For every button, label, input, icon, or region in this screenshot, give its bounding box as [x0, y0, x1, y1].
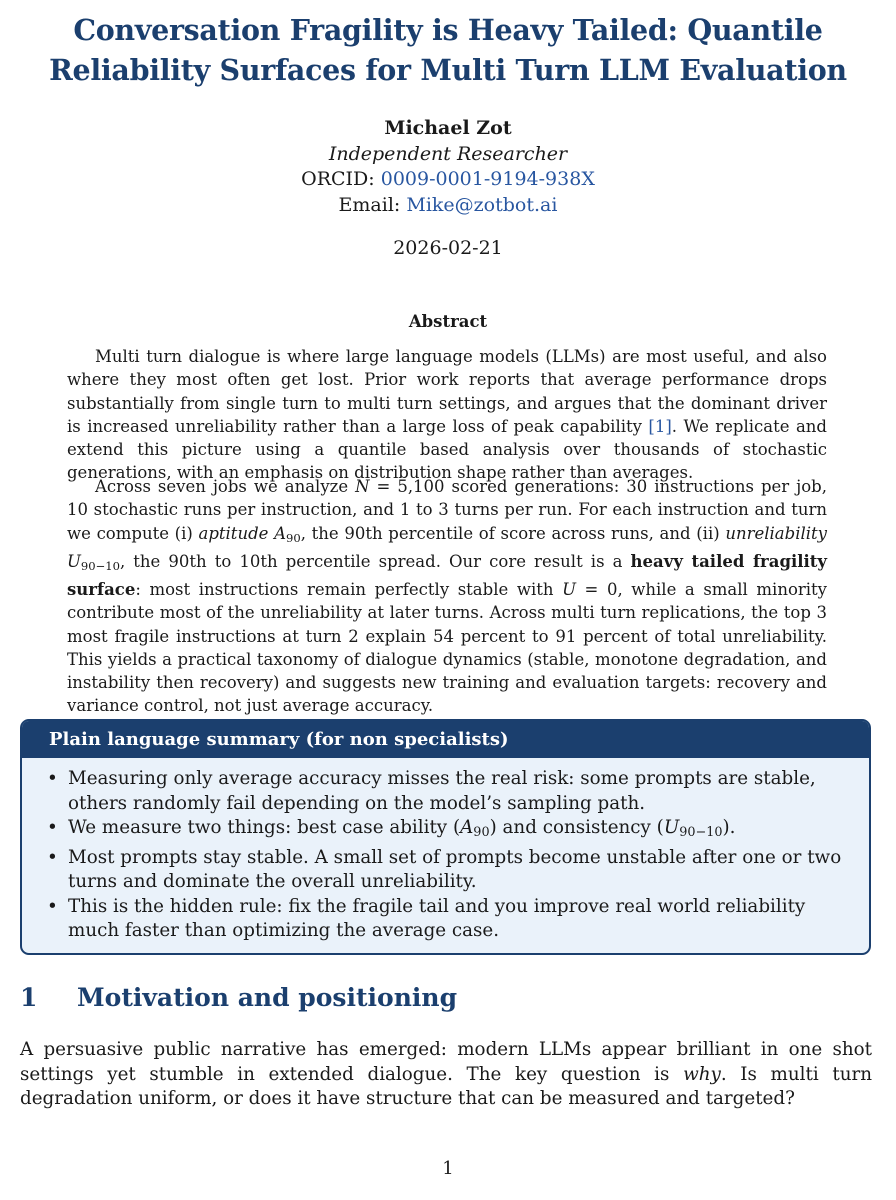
abstract-p1-text-a: Multi turn dialogue is where large language models (LLMs) are most useful, and also where they most often get lost. Prior work reports that average performance drops substantially from single turn to multi turn settings, and argues that the dominant driver is increased unreliability rather than a large loss of peak capability [67, 347, 827, 436]
term-aptitude: aptitude [198, 523, 269, 543]
summary-item-text: ) and consistency ( [489, 817, 664, 838]
bullet-icon: • [47, 817, 58, 838]
body-emphasis-why: why [683, 1063, 721, 1085]
section-number: 1 [20, 983, 38, 1012]
abstract-p2-text-f: = 0, while a small minority contribute most of the unreliability at later turns. Across multi turn replications, the top 3 most fragile instructions at turn 2 explain 54 percent to 91 percent of total unreliability. This yields a practical taxonomy of dialogue dynamics (stable, monotone degradation, and instability then recovery) and suggests new training and evaluation targets: recovery and variance control, not just average accuracy. [67, 579, 827, 716]
math-N: N [355, 477, 370, 496]
summary-item-text: This is the hidden rule: fix the fragile tail and you improve real world reliability much faster than optimizing the average case. [68, 895, 806, 942]
key-result-bold: heavy tailed fragility surface [67, 551, 827, 599]
bullet-icon: • [47, 768, 58, 789]
math-U: U [663, 817, 680, 838]
math-U-subscript: 90−10 [679, 825, 723, 841]
author-affiliation: Independent Researcher [328, 143, 568, 165]
abstract-p2-text-d: , the 90th to 10th percentile spread. Our core result is a [119, 551, 631, 571]
author-name: Michael Zot [384, 117, 512, 139]
summary-item-text: Measuring only average accuracy misses the real risk: some prompts are stable, others randomly fail depending on the model’s sampling path. [68, 768, 816, 814]
plain-language-summary-box [20, 719, 871, 955]
paper-title [0, 10, 896, 90]
summary-item-text: ). [722, 817, 736, 838]
section-body-text [20, 1038, 872, 1112]
math-A: A [460, 817, 474, 838]
email-link[interactable]: Mike@zotbot.ai [406, 194, 558, 216]
orcid-label: ORCID: [301, 168, 375, 190]
bullet-icon: • [47, 846, 58, 868]
math-U-subscript: 90−10 [80, 558, 120, 573]
orcid-link[interactable]: 0009-0001-9194-938X [380, 168, 595, 190]
summary-item [47, 816, 849, 846]
math-U: U [67, 551, 81, 571]
author-email [0, 192, 896, 218]
abstract-p1-text-b: . We replicate and extend this picture using a quantile based analysis over thousands of stochastic generations, with an emphasis on distribution shape rather than averages. [67, 416, 827, 483]
section-title: Motivation and positioning [77, 983, 458, 1012]
page-number: 1 [442, 1158, 454, 1179]
math-A-subscript: 90 [286, 530, 301, 545]
email-label: Email: [338, 194, 401, 216]
abstract-p2-text-b: = 5,100 scored generations: 30 instructions per job, 10 stochastic runs per instruction, and 1 to 3 turns per run. For each instruction and turn we compute (i) [67, 477, 827, 543]
summary-item-text: Most prompts stay stable. A small set of prompts become unstable after one or two turns and dominate the overall unreliability. [68, 846, 842, 893]
summary-item [47, 846, 849, 895]
summary-item [47, 767, 849, 816]
citation-link[interactable]: [1] [648, 416, 672, 436]
abstract-p2-text-e: : most instructions remain perfectly stable with [135, 579, 563, 599]
abstract-paragraph-1 [67, 345, 827, 485]
title-line-1: Conversation Fragility is Heavy Tailed: Quantile [73, 13, 823, 47]
section-heading [20, 983, 457, 1012]
body-text-b: . Is multi turn degradation uniform, or does it have structure that can be measured and targeted? [20, 1063, 872, 1109]
summary-item-text: We measure two things: best case ability ( [68, 817, 461, 838]
summary-heading: Plain language summary (for non specialists) [22, 721, 869, 758]
abstract-p2-text-c: , the 90th percentile of score across runs, and (ii) [300, 523, 726, 543]
math-U-zero: U [562, 579, 576, 599]
bullet-icon: • [47, 895, 58, 917]
body-text-a: A persuasive public narrative has emerged: modern LLMs appear brilliant in one shot settings yet stumble in extended dialogue. The key question is [20, 1039, 872, 1085]
math-A-subscript: 90 [473, 825, 490, 841]
abstract-heading: Abstract [408, 312, 488, 331]
summary-item [47, 895, 849, 944]
author-orcid [0, 166, 896, 192]
math-A: A [274, 523, 287, 543]
abstract-paragraph-2 [67, 475, 827, 718]
summary-list [22, 767, 869, 944]
title-line-2: Reliability Surfaces for Multi Turn LLM Evaluation [49, 53, 847, 87]
paper-date: 2026-02-21 [393, 237, 503, 259]
abstract-p2-text-a: Across seven jobs we analyze [95, 477, 356, 496]
term-unreliability: unreliability [725, 523, 827, 543]
